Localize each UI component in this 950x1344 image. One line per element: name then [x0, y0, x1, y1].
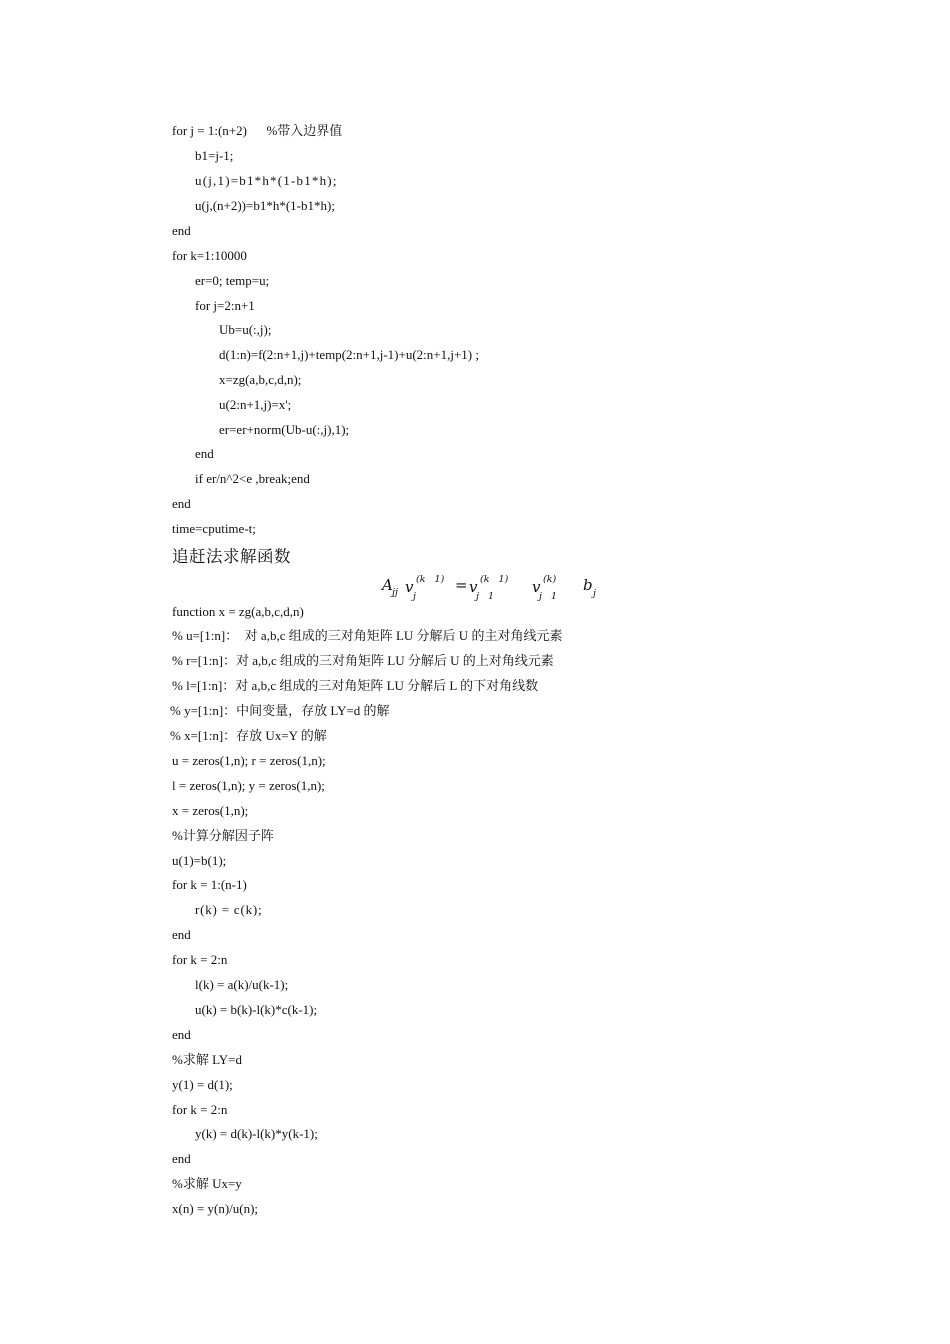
code-line: for k = 2:n [172, 1102, 228, 1117]
code-line: for k = 2:n [172, 952, 228, 967]
comment-line: % r=[1:n]：对 a,b,c 组成的三对角矩阵 LU 分解后 U 的上对角线元素 [172, 653, 554, 668]
code-line: u = zeros(1,n); r = zeros(1,n); [172, 753, 326, 768]
code-line: u(j,1)=b1*h*(1-b1*h); [195, 173, 338, 188]
code-line: for k=1:10000 [172, 248, 247, 263]
comment-line: %计算分解因子阵 [172, 828, 274, 843]
code-line: d(1:n)=f(2:n+1,j)+temp(2:n+1,j-1)+u(2:n+1,j+1) ; [219, 347, 479, 362]
formula-b-sub: j [593, 588, 596, 599]
code-line: end [195, 446, 214, 461]
code-line: er=er+norm(Ub-u(:,j),1); [219, 422, 350, 437]
formula-v1-sup: (k 1) [416, 574, 445, 585]
comment-line: %求解 Ux=y [172, 1176, 242, 1191]
formula-v2: v [469, 578, 478, 596]
code-line: end [172, 1027, 191, 1042]
formula-equals: = [455, 576, 468, 594]
comment-line: % l=[1:n]：对 a,b,c 组成的三对角矩阵 LU 分解后 L 的下对角线数 [172, 678, 539, 693]
code-line: x = zeros(1,n); [172, 803, 249, 818]
code-line: y(1) = d(1); [172, 1077, 233, 1092]
code-line: time=cputime-t; [172, 521, 256, 536]
formula-A-sub: jj [392, 587, 398, 598]
formula-b: b [583, 576, 593, 594]
comment-line: % u=[1:n]： 对 a,b,c 组成的三对角矩阵 LU 分解后 U 的主对角线元素 [172, 628, 563, 643]
formula-v3-sub: j 1 [539, 591, 558, 602]
code-line: for j = 1:(n+2) %带入边界值 [172, 123, 343, 138]
code-line: for j=2:n+1 [195, 298, 255, 313]
code-line: u(1)=b(1); [172, 853, 227, 868]
code-line: u(k) = b(k)-l(k)*c(k-1); [195, 1002, 318, 1017]
code-line: u(j,(n+2))=b1*h*(1-b1*h); [195, 198, 335, 213]
formula-v2-sub: j 1 [476, 591, 495, 602]
formula-v3: v [532, 578, 541, 596]
section-heading: 追赶法求解函数 [172, 547, 291, 566]
code-line: end [172, 223, 191, 238]
code-line: function x = zg(a,b,c,d,n) [172, 604, 304, 619]
code-line: u(2:n+1,j)=x'; [219, 397, 292, 412]
code-line: l(k) = a(k)/u(k-1); [195, 977, 289, 992]
iteration-formula [380, 574, 620, 608]
code-line: end [172, 496, 191, 511]
code-line: l = zeros(1,n); y = zeros(1,n); [172, 778, 325, 793]
code-line: if er/n^2<e ,break;end [195, 471, 310, 486]
formula-v1: v [405, 578, 414, 596]
code-line: y(k) = d(k)-l(k)*y(k-1); [195, 1126, 318, 1141]
code-line: end [172, 927, 191, 942]
comment-line: %求解 LY=d [172, 1052, 242, 1067]
comment-line: % x=[1:n]：存放 Ux=Y 的解 [170, 728, 327, 743]
code-line: for k = 1:(n-1) [172, 877, 247, 892]
formula-v3-sup: (k) [543, 574, 557, 585]
code-line: Ub=u(:,j); [219, 322, 272, 337]
formula-v2-sup: (k 1) [480, 574, 509, 585]
formula-v1-sub: j [413, 591, 416, 602]
code-line: er=0; temp=u; [195, 273, 270, 288]
code-line: x(n) = y(n)/u(n); [172, 1201, 259, 1216]
comment-line: % y=[1:n]：中间变量，存放 LY=d 的解 [170, 703, 390, 718]
code-line: x=zg(a,b,c,d,n); [219, 372, 302, 387]
formula-A: A [382, 576, 393, 594]
code-line: end [172, 1151, 191, 1166]
code-line: b1=j-1; [195, 148, 234, 163]
code-line: r(k) = c(k); [195, 902, 263, 917]
